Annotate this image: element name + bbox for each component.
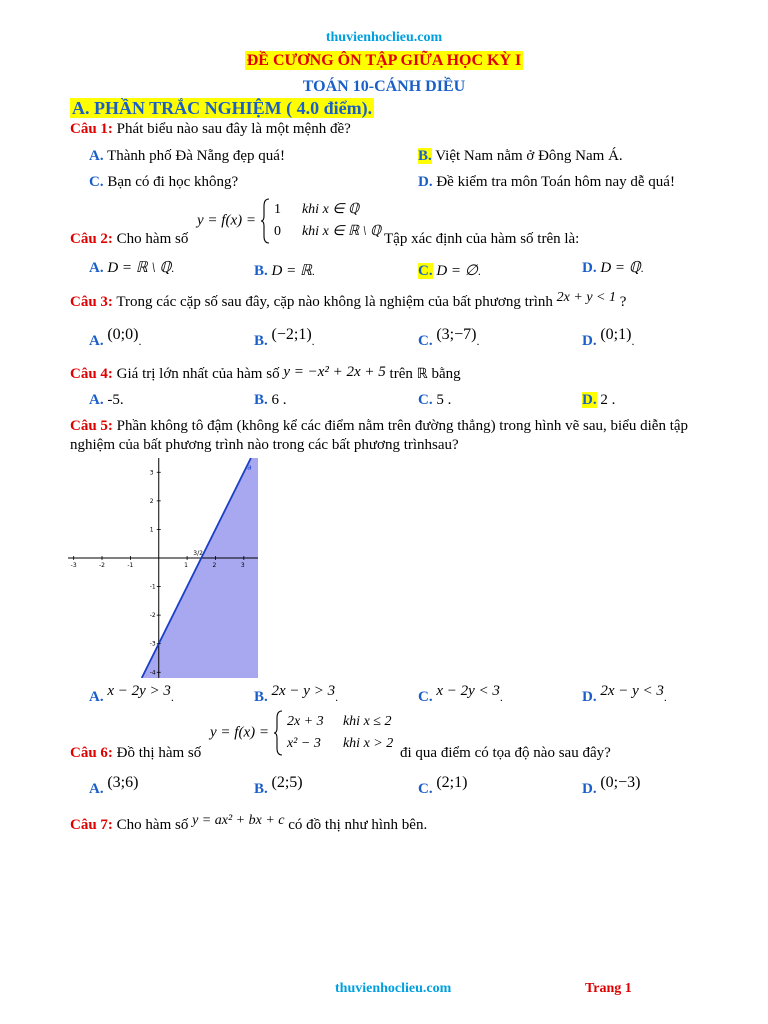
x-tick-label: 2 [212,562,217,569]
section-a-heading: A. PHẦN TRẮC NGHIỆM ( 4.0 điểm). [72,98,373,118]
q4-b-letter: B. [254,392,268,408]
header-site[interactable]: thuvienhoclieu.com [325,30,443,45]
q5-a-text: x − 2y > 3 [107,683,171,699]
q4-set: ℝ [416,367,428,382]
q6-tail: đi qua điểm có tọa độ nào sau đây? [400,745,611,761]
q2-c-text: D = ∅ [436,263,478,279]
q6-case2-cond: khi x > 2 [342,736,394,751]
x-tick-label: 3 [240,562,245,569]
y-tick-label: 2 [149,497,154,505]
q3-a-letter: A. [89,333,104,349]
q5-c-letter: C. [418,689,433,705]
q5-text2: nghiệm của bất phương trình nào trong các bất phương trìnhsau? [70,437,459,453]
q2-case1-val: 1 [273,202,281,217]
q6-option-c[interactable] [418,774,468,797]
q4-d-text: 2 . [596,392,616,408]
q6-a-text: (3;6) [107,774,139,791]
q2-b-text: D = ℝ [271,263,312,279]
q6-option-a[interactable] [89,774,139,797]
q3-d-text: (0;1) [600,326,632,343]
q2-text: Cho hàm số [112,231,189,247]
q4-d-letter: D. [582,392,597,408]
q1-stem [70,121,351,138]
q6-label: Câu 6: [70,745,113,761]
q4-a-letter: A. [89,392,104,408]
q5-text1: Phần không tô đậm (không kể các điểm nằm trên đường thẳng) trong hình vẽ sau, biểu diễn tập [112,418,689,434]
footer-site[interactable]: thuvienhoclieu.com [335,981,452,996]
q6-d-letter: D. [582,781,597,797]
x-tick-label: -3 [70,562,77,569]
x-tick-label: -2 [99,562,106,569]
q2-label: Câu 2: [70,231,113,247]
q3-qmark: ? [619,294,627,310]
q6-option-d[interactable] [582,774,641,797]
q2-brace-icon [260,198,270,244]
q6-case2-val: x² − 3 [286,736,321,751]
q1-text: Phát biểu nào sau đây là một mệnh đề? [112,121,351,137]
q1-option-a[interactable] [89,148,285,165]
y-tick-label: 1 [149,526,154,534]
q5-b-text: 2x − y > 3 [271,683,336,699]
q1-d-letter: D. [418,174,433,190]
q5-option-d[interactable]: D. $2x - y < 3_.$ [582,683,667,705]
q5-stem-line1 [70,418,688,435]
q2-case2-val: 0 [273,224,281,239]
q3-option-d[interactable]: D. $(0;1)_.$ [582,326,635,349]
q2-stem [70,231,188,248]
x-tick-label: 1 [184,562,188,569]
q1-a-text: Thành phố Đà Nẵng đẹp quá! [103,148,285,164]
q3-d-letter: D. [582,333,597,349]
q1-option-b[interactable] [418,148,623,165]
y-tick-label: 3 [149,469,154,477]
q5-option-a[interactable]: A. $x - 2y > 3_.$ [89,683,174,705]
y-tick-label: -1 [149,583,156,591]
q3-option-b[interactable]: B. $(-2;1)_.$ [254,326,315,349]
q5-graph [68,458,258,678]
q7-label: Câu 7: [70,817,113,833]
q6-piecewise-function [210,710,393,760]
y-tick-label: -4 [149,669,156,677]
q1-c-letter: C. [89,174,104,190]
q2-a-letter: A. [89,260,104,276]
q5-b-letter: B. [254,689,268,705]
q4-option-c[interactable] [418,392,451,409]
q2-piecewise-function [197,198,381,246]
q4-func: y = −x² + 2x + 5 [283,364,386,380]
q1-d-text: Đề kiểm tra môn Toán hôm nay dễ quá! [432,174,675,190]
q4-c-letter: C. [418,392,433,408]
q6-c-text: (2;1) [436,774,468,791]
q7-text: Cho hàm số [112,817,189,833]
q6-case1-cond: khi x ≤ 2 [342,714,392,729]
q6-stem [70,745,201,762]
q3-a-text: (0;0) [107,326,139,343]
q4-option-b[interactable] [254,392,287,409]
q5-d-text: 2x − y < 3 [600,683,664,699]
q3-b-text: (−2;1) [271,326,312,343]
q1-a-letter: A. [89,148,104,164]
q4-c-text: 5 . [432,392,452,408]
q2-option-a[interactable]: A. D = ℝ \ ℚ. [89,260,175,276]
q2-case2-cond: khi x ∈ ℝ \ ℚ [301,224,381,239]
q4-tail: bằng [431,366,461,382]
q4-label: Câu 4: [70,366,113,382]
q2-option-d[interactable]: D. D = ℚ. [582,260,644,276]
q6-c-letter: C. [418,781,433,797]
q4-a-text: -5. [103,392,124,408]
q1-b-letter: B. [418,148,432,164]
q6-text: Đồ thị hàm số [112,745,202,761]
q2-cases [274,199,381,243]
q2-c-letter: C. [418,263,433,279]
q3-option-c[interactable]: C. $(3;-7)_.$ [418,326,480,349]
q6-cases [287,711,393,755]
q4-text: Giá trị lớn nhất của hàm số [112,366,280,382]
q5-option-b[interactable]: B. $2x - y > 3_.$ [254,683,339,705]
q2-tail: Tập xác định của hàm số trên là: [384,231,580,247]
q1-option-c[interactable] [89,174,238,191]
q3-c-letter: C. [418,333,433,349]
q2-option-b[interactable]: B. D = ℝ. [254,263,315,279]
q1-b-text: Việt Nam nằm ở Đông Nam Á. [431,148,623,164]
q6-b-text: (2;5) [271,774,303,791]
q2-d-letter: D. [582,260,597,276]
y-tick-label: -3 [149,640,156,648]
q3-stem [70,290,627,311]
doc-title-wrap [0,52,768,70]
q2-b-letter: B. [254,263,268,279]
intercept-label: 3/2 [193,550,203,557]
line-label: a [247,463,252,472]
q5-option-c[interactable]: C. $x - 2y < 3_.$ [418,683,503,705]
q3-inequality: 2x + y < 1 [556,290,616,305]
footer-page: Trang 1 [585,981,632,996]
q6-case1-val: 2x + 3 [286,714,324,729]
section-a-wrap [70,98,374,119]
q1-option-d[interactable] [418,174,675,191]
q6-option-b[interactable] [254,774,303,797]
q1-label: Câu 1: [70,121,113,137]
q1-c-text: Bạn có đi học không? [103,174,239,190]
doc-title: ĐỀ CƯƠNG ÔN TẬP GIỮA HỌC KỲ I [246,52,522,69]
q5-label: Câu 5: [70,418,113,434]
q2-option-c[interactable]: C. D = ∅. [418,263,481,279]
q7-func: y = ax² + bx + c [192,813,285,828]
q3-option-a[interactable]: A. $(0;0)_.$ [89,326,142,349]
q7-tail: có đồ thị như hình bên. [288,817,428,833]
q4-option-d[interactable] [582,392,615,409]
q2-case1-cond: khi x ∈ ℚ [301,202,360,217]
q6-func: y = f(x) = [210,724,269,741]
q2-a-text: D = ℝ \ ℚ [107,260,172,276]
q6-brace-icon [273,710,283,756]
q4-option-a[interactable] [89,392,124,409]
q5-c-text: x − 2y < 3 [436,683,500,699]
x-tick-label: -1 [127,562,134,569]
q4-mid: trên [389,366,413,382]
q4-stem [70,366,461,383]
q6-d-text: (0;−3) [600,774,641,791]
q3-label: Câu 3: [70,294,113,310]
q2-d-text: D = ℚ [600,260,641,276]
q6-a-letter: A. [89,781,104,797]
q3-b-letter: B. [254,333,268,349]
doc-subtitle: TOÁN 10-CÁNH DIỀU [302,78,466,95]
q4-b-text: 6 . [267,392,287,408]
y-tick-label: -2 [149,612,156,620]
q2-func: y = f(x) = [197,212,256,229]
q6-b-letter: B. [254,781,268,797]
q7-stem [70,813,428,834]
q5-a-letter: A. [89,689,104,705]
q3-text: Trong các cặp số sau đây, cặp nào không là nghiệm của bất phương trình [112,294,553,310]
q5-d-letter: D. [582,689,597,705]
q3-c-text: (3;−7) [436,326,477,343]
